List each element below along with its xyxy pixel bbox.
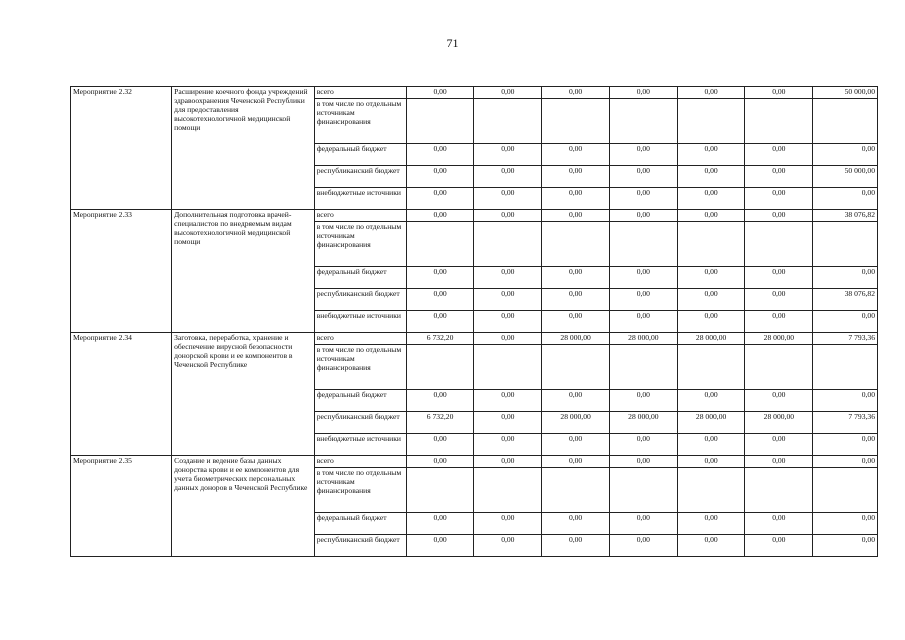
amount-cell: 0,00: [813, 456, 878, 468]
funding-source: внебюджетные источники: [314, 434, 406, 456]
amount-cell: 0,00: [406, 144, 474, 166]
amount-cell: [474, 345, 542, 390]
funding-source: федеральный бюджет: [314, 390, 406, 412]
amount-cell: 0,00: [677, 188, 745, 210]
funding-source: всего: [314, 87, 406, 99]
amount-cell: 0,00: [474, 144, 542, 166]
amount-cell: 0,00: [745, 311, 813, 333]
amount-cell: [474, 468, 542, 513]
measure-code: Мероприятие 2.33: [71, 210, 172, 333]
amount-cell: [677, 222, 745, 267]
amount-cell: 0,00: [542, 144, 610, 166]
amount-cell: 0,00: [745, 456, 813, 468]
amount-cell: [474, 222, 542, 267]
amount-cell: 0,00: [677, 144, 745, 166]
amount-cell: 0,00: [542, 456, 610, 468]
amount-cell: 0,00: [406, 267, 474, 289]
funding-source: федеральный бюджет: [314, 513, 406, 535]
amount-cell: 0,00: [677, 434, 745, 456]
amount-cell: 28 000,00: [542, 333, 610, 345]
amount-cell: 28 000,00: [677, 412, 745, 434]
amount-cell: 38 076,82: [813, 210, 878, 222]
amount-cell: 50 000,00: [813, 166, 878, 188]
funding-source: всего: [314, 456, 406, 468]
amount-cell: 0,00: [542, 188, 610, 210]
amount-cell: 0,00: [677, 456, 745, 468]
funding-table: [70, 86, 878, 557]
measure-name: Заготовка, переработка, хранение и обеспечение вирусной безопасности донорской крови и ее компонентов в Чеченской Республике: [172, 333, 315, 456]
funding-source: всего: [314, 210, 406, 222]
amount-cell: 0,00: [542, 289, 610, 311]
amount-cell: [406, 468, 474, 513]
amount-cell: 0,00: [813, 188, 878, 210]
amount-cell: 0,00: [474, 412, 542, 434]
page-number: 71: [446, 36, 459, 50]
amount-cell: 0,00: [542, 166, 610, 188]
amount-cell: [542, 222, 610, 267]
amount-cell: [813, 468, 878, 513]
amount-cell: 0,00: [406, 289, 474, 311]
funding-source: внебюджетные источники: [314, 188, 406, 210]
amount-cell: 0,00: [813, 144, 878, 166]
amount-cell: [406, 222, 474, 267]
amount-cell: 0,00: [745, 144, 813, 166]
measure-code: Мероприятие 2.35: [71, 456, 172, 557]
amount-cell: 0,00: [609, 535, 677, 557]
funding-source: республиканский бюджет: [314, 289, 406, 311]
amount-cell: 7 793,36: [813, 412, 878, 434]
amount-cell: 0,00: [474, 456, 542, 468]
amount-cell: 0,00: [474, 333, 542, 345]
amount-cell: [677, 345, 745, 390]
amount-cell: 0,00: [609, 87, 677, 99]
amount-cell: 0,00: [745, 535, 813, 557]
amount-cell: 0,00: [542, 535, 610, 557]
amount-cell: 0,00: [474, 289, 542, 311]
amount-cell: 0,00: [745, 434, 813, 456]
amount-cell: 7 793,36: [813, 333, 878, 345]
amount-cell: 0,00: [813, 390, 878, 412]
amount-cell: 0,00: [745, 87, 813, 99]
table-row: [71, 456, 878, 468]
table-row: [71, 87, 878, 99]
amount-cell: 0,00: [474, 390, 542, 412]
amount-cell: 0,00: [745, 513, 813, 535]
amount-cell: 0,00: [542, 267, 610, 289]
funding-source: федеральный бюджет: [314, 267, 406, 289]
amount-cell: 0,00: [609, 166, 677, 188]
amount-cell: 0,00: [745, 390, 813, 412]
amount-cell: 0,00: [406, 434, 474, 456]
amount-cell: 0,00: [474, 87, 542, 99]
amount-cell: 0,00: [474, 434, 542, 456]
amount-cell: [609, 345, 677, 390]
amount-cell: [609, 222, 677, 267]
amount-cell: [542, 99, 610, 144]
amount-cell: 0,00: [474, 166, 542, 188]
amount-cell: 0,00: [474, 513, 542, 535]
amount-cell: 0,00: [474, 210, 542, 222]
amount-cell: 0,00: [677, 210, 745, 222]
measure-code: Мероприятие 2.34: [71, 333, 172, 456]
amount-cell: 0,00: [406, 87, 474, 99]
measure-name: Расширение коечного фонда учреждений здравоохранения Чеченской Республики для предоставления высокотехнологичной медицинской помощи: [172, 87, 315, 210]
amount-cell: 6 732,20: [406, 412, 474, 434]
funding-source: в том числе по отдельным источникам финансирования: [314, 345, 406, 390]
amount-cell: 0,00: [609, 188, 677, 210]
amount-cell: 28 000,00: [542, 412, 610, 434]
amount-cell: 28 000,00: [745, 333, 813, 345]
amount-cell: [745, 468, 813, 513]
amount-cell: 0,00: [474, 311, 542, 333]
funding-source: внебюджетные источники: [314, 311, 406, 333]
amount-cell: [813, 345, 878, 390]
amount-cell: [677, 99, 745, 144]
amount-cell: 0,00: [677, 513, 745, 535]
amount-cell: 0,00: [542, 434, 610, 456]
amount-cell: [542, 468, 610, 513]
amount-cell: [474, 99, 542, 144]
amount-cell: 0,00: [542, 210, 610, 222]
amount-cell: 0,00: [745, 267, 813, 289]
amount-cell: [609, 99, 677, 144]
amount-cell: [745, 222, 813, 267]
amount-cell: 0,00: [406, 188, 474, 210]
amount-cell: 0,00: [677, 311, 745, 333]
amount-cell: 0,00: [542, 513, 610, 535]
amount-cell: 0,00: [609, 144, 677, 166]
table-row: [71, 333, 878, 345]
amount-cell: 0,00: [677, 535, 745, 557]
measure-name: Создание и ведение базы данных донорства крови и ее компонентов для учета биометрических персональных данных доноров в Чеченской Республике: [172, 456, 315, 557]
amount-cell: 0,00: [474, 188, 542, 210]
amount-cell: 0,00: [609, 513, 677, 535]
funding-source: федеральный бюджет: [314, 144, 406, 166]
amount-cell: 0,00: [745, 210, 813, 222]
amount-cell: 28 000,00: [677, 333, 745, 345]
funding-source: всего: [314, 333, 406, 345]
table-row: [71, 210, 878, 222]
amount-cell: 0,00: [745, 289, 813, 311]
amount-cell: 0,00: [406, 456, 474, 468]
amount-cell: [406, 99, 474, 144]
amount-cell: 0,00: [609, 390, 677, 412]
funding-source: в том числе по отдельным источникам финансирования: [314, 99, 406, 144]
amount-cell: 0,00: [813, 434, 878, 456]
amount-cell: 28 000,00: [609, 412, 677, 434]
amount-cell: [813, 222, 878, 267]
amount-cell: 0,00: [406, 535, 474, 557]
amount-cell: 0,00: [677, 289, 745, 311]
amount-cell: [406, 345, 474, 390]
measure-name: Дополнительная подготовка врачей-специалистов по внедряемым видам высокотехнологичной медицинской помощи: [172, 210, 315, 333]
amount-cell: 0,00: [542, 311, 610, 333]
amount-cell: [677, 468, 745, 513]
amount-cell: 0,00: [406, 210, 474, 222]
amount-cell: 0,00: [745, 188, 813, 210]
amount-cell: 0,00: [542, 87, 610, 99]
measure-code: Мероприятие 2.32: [71, 87, 172, 210]
amount-cell: 0,00: [609, 267, 677, 289]
amount-cell: 6 732,20: [406, 333, 474, 345]
funding-source: республиканский бюджет: [314, 166, 406, 188]
amount-cell: 0,00: [813, 513, 878, 535]
amount-cell: 0,00: [406, 513, 474, 535]
amount-cell: [609, 468, 677, 513]
amount-cell: 0,00: [406, 166, 474, 188]
amount-cell: [542, 345, 610, 390]
amount-cell: 0,00: [609, 210, 677, 222]
amount-cell: 0,00: [406, 390, 474, 412]
amount-cell: 0,00: [813, 535, 878, 557]
funding-source: в том числе по отдельным источникам финансирования: [314, 468, 406, 513]
amount-cell: 28 000,00: [745, 412, 813, 434]
amount-cell: [813, 99, 878, 144]
amount-cell: 0,00: [474, 267, 542, 289]
amount-cell: 0,00: [609, 289, 677, 311]
amount-cell: 0,00: [609, 434, 677, 456]
funding-source: республиканский бюджет: [314, 412, 406, 434]
amount-cell: 0,00: [813, 267, 878, 289]
amount-cell: 0,00: [745, 166, 813, 188]
amount-cell: 38 076,82: [813, 289, 878, 311]
funding-source: в том числе по отдельным источникам финансирования: [314, 222, 406, 267]
amount-cell: 0,00: [677, 267, 745, 289]
amount-cell: 0,00: [677, 166, 745, 188]
amount-cell: [745, 99, 813, 144]
amount-cell: 0,00: [677, 87, 745, 99]
amount-cell: 28 000,00: [609, 333, 677, 345]
amount-cell: 0,00: [542, 390, 610, 412]
amount-cell: 0,00: [677, 390, 745, 412]
amount-cell: 0,00: [474, 535, 542, 557]
amount-cell: 0,00: [813, 311, 878, 333]
amount-cell: 0,00: [406, 311, 474, 333]
amount-cell: [745, 345, 813, 390]
funding-source: республиканский бюджет: [314, 535, 406, 557]
amount-cell: 0,00: [609, 311, 677, 333]
amount-cell: 0,00: [609, 456, 677, 468]
amount-cell: 50 000,00: [813, 87, 878, 99]
